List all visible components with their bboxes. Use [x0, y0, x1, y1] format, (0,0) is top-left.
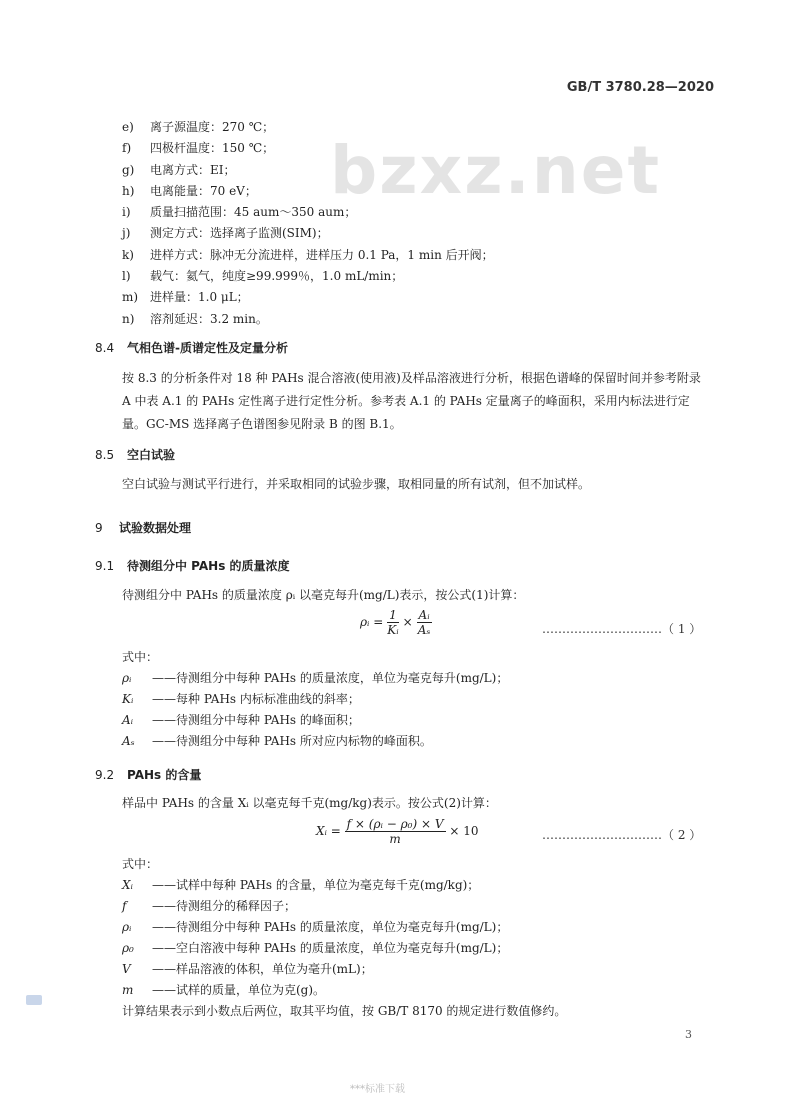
list-item	[122, 287, 494, 308]
times-sign: ×	[402, 615, 413, 629]
definition-symbol: Aᵢ	[122, 713, 134, 727]
definition-text: ——待测组分的稀释因子；	[152, 899, 297, 913]
definition-row	[122, 917, 566, 938]
section-number: 9	[95, 521, 103, 535]
item-text: 离子源温度：270 ℃；	[150, 120, 275, 134]
section-title: PAHs 的含量	[127, 768, 202, 782]
fraction-main	[345, 817, 446, 846]
closing-note: 计算结果表示到小数点后两位，取其平均值，按 GB/T 8170 的规定进行数值修约。	[122, 1004, 567, 1018]
section-heading-8-4	[95, 339, 288, 356]
item-text: 质量扫描范围：45 aum～350 aum；	[150, 205, 357, 220]
section-title: 气相色谱-质谱定性及定量分析	[127, 341, 288, 355]
definitions-9-1	[122, 647, 508, 752]
definition-row	[122, 689, 508, 710]
item-label: n)	[122, 311, 135, 326]
section-number: 8.5	[95, 448, 115, 462]
definition-row	[122, 875, 566, 896]
definition-symbol: V	[122, 962, 131, 976]
equation-number-1: …………………………（ 1 ）	[542, 622, 702, 636]
footer-watermark: ***标准下载	[350, 1084, 405, 1095]
equation-number-2: …………………………（ 2 ）	[542, 828, 702, 842]
paragraph-9-2-intro: 样品中 PAHs 的含量 Xᵢ 以毫克每千克(mg/kg)表示。按公式(2)计算：	[122, 796, 497, 810]
item-label: f)	[122, 141, 132, 156]
paragraph-8-5: 空白试验与测试平行进行，并采取相同的试验步骤，取相同量的所有试剂，但不加试样。	[122, 477, 591, 491]
item-text: 电离能量：70 eV；	[150, 183, 257, 198]
section-title: 空白试验	[127, 448, 176, 462]
section-heading-9	[95, 519, 191, 536]
watermark: bzxz.net	[330, 132, 662, 209]
item-text: 溶剂延迟：3.2 min。	[150, 311, 268, 326]
definition-text: ——待测组分中每种 PAHs 所对应内标物的峰面积。	[152, 734, 432, 748]
item-label: j)	[122, 226, 131, 241]
formula-1	[360, 608, 432, 637]
definition-symbol: Xᵢ	[122, 878, 133, 892]
item-label: l)	[122, 269, 131, 284]
conditions-list	[122, 117, 494, 330]
definition-text: ——待测组分中每种 PAHs 的质量浓度，单位为毫克每升(mg/L)；	[152, 920, 509, 934]
definition-text: ——样品溶液的体积，单位为毫升(mL)；	[152, 962, 373, 976]
item-text: 电离方式：EI；	[150, 162, 236, 177]
item-text: 进样方式：脉冲无分流进样，进样压力 0.1 Pa，1 min 后开阀；	[150, 247, 494, 262]
paragraph-9-1-intro: 待测组分中 PAHs 的质量浓度 ρᵢ 以毫克每升(mg/L)表示，按公式(1)计算：	[122, 588, 525, 602]
where-label: 式中：	[122, 650, 159, 664]
section-number: 9.2	[95, 768, 115, 782]
definition-symbol: ρ₀	[122, 941, 134, 955]
fraction-denominator: Aₛ	[417, 623, 431, 637]
definition-text: ——试样的质量，单位为克(g)。	[152, 983, 326, 997]
definition-symbol: ρᵢ	[122, 671, 132, 685]
definition-symbol: Aₛ	[122, 734, 135, 748]
section-title: 试验数据处理	[119, 521, 192, 535]
fraction-2	[417, 608, 432, 637]
item-label: i)	[122, 205, 131, 220]
section-heading-9-2	[95, 766, 201, 783]
fraction-1	[387, 608, 399, 637]
formula-2	[316, 817, 478, 846]
definition-text: ——每种 PAHs 内标标准曲线的斜率；	[152, 692, 360, 706]
section-heading-9-1	[95, 557, 290, 574]
list-item	[122, 117, 494, 138]
definition-row	[122, 959, 566, 980]
fraction-denominator: Kᵢ	[387, 623, 399, 637]
paragraph-8-4: 按 8.3 的分析条件对 18 种 PAHs 混合溶液(使用液)及样品溶液进行分析，根据色谱峰的保留时间并参考附录 A 中表 A.1 的 PAHs 定性离子进行定性分析。参考表 A.1 的 PAHs 定量离子的峰面积，采用内标法进行定量。GC-MS 选择离子色谱图参见附录 B 的图 B.1。	[122, 371, 701, 431]
definition-row	[122, 896, 566, 917]
section-number: 9.1	[95, 559, 115, 573]
fraction-numerator: f × (ρᵢ − ρ₀) × V	[346, 817, 444, 831]
definition-row	[122, 731, 508, 752]
definitions-9-2	[122, 854, 566, 1022]
definition-text: ——待测组分中每种 PAHs 的峰面积；	[152, 713, 360, 727]
fraction-numerator: 1	[389, 608, 397, 622]
item-label: k)	[122, 247, 134, 262]
formula-lhs: Xᵢ =	[316, 824, 341, 838]
list-item	[122, 138, 494, 159]
definition-symbol: m	[122, 983, 134, 997]
formula-tail: × 10	[449, 824, 479, 838]
item-label: h)	[122, 183, 135, 198]
definition-text: ——空白溶液中每种 PAHs 的质量浓度，单位为毫克每升(mg/L)；	[152, 941, 509, 955]
item-text: 载气：氦气，纯度≥99.999％，1.0 mL/min；	[150, 269, 404, 284]
list-item	[122, 202, 494, 223]
standard-number: GB/T 3780.28—2020	[566, 80, 714, 95]
list-item	[122, 223, 494, 244]
list-item	[122, 160, 494, 181]
site-logo-icon	[26, 995, 42, 1005]
fraction-denominator: m	[389, 832, 401, 846]
page-number: 3	[685, 1028, 692, 1041]
section-heading-8-5	[95, 446, 175, 463]
list-item	[122, 181, 494, 202]
list-item	[122, 309, 494, 330]
definition-symbol: Kᵢ	[122, 692, 134, 706]
definition-row	[122, 938, 566, 959]
definition-text: ——试样中每种 PAHs 的含量，单位为毫克每千克(mg/kg)；	[152, 878, 480, 892]
definition-row	[122, 710, 508, 731]
section-number: 8.4	[95, 341, 115, 355]
item-text: 进样量：1.0 μL；	[150, 290, 249, 305]
definition-symbol: ρᵢ	[122, 920, 132, 934]
definition-symbol: f	[122, 899, 127, 913]
formula-lhs: ρᵢ =	[360, 615, 384, 629]
list-item	[122, 266, 494, 287]
section-title: 待测组分中 PAHs 的质量浓度	[127, 559, 290, 573]
item-text: 测定方式：选择离子监测(SIM)；	[150, 226, 329, 241]
item-text: 四极杆温度：150 ℃；	[150, 141, 275, 156]
item-label: m)	[122, 290, 139, 305]
definition-row	[122, 980, 566, 1001]
definition-text: ——待测组分中每种 PAHs 的质量浓度，单位为毫克每升(mg/L)；	[152, 671, 509, 685]
item-label: g)	[122, 162, 135, 177]
list-item	[122, 245, 494, 266]
definition-row	[122, 668, 508, 689]
where-label: 式中：	[122, 857, 159, 871]
item-label: e)	[122, 120, 134, 134]
fraction-numerator: Aᵢ	[418, 608, 430, 622]
